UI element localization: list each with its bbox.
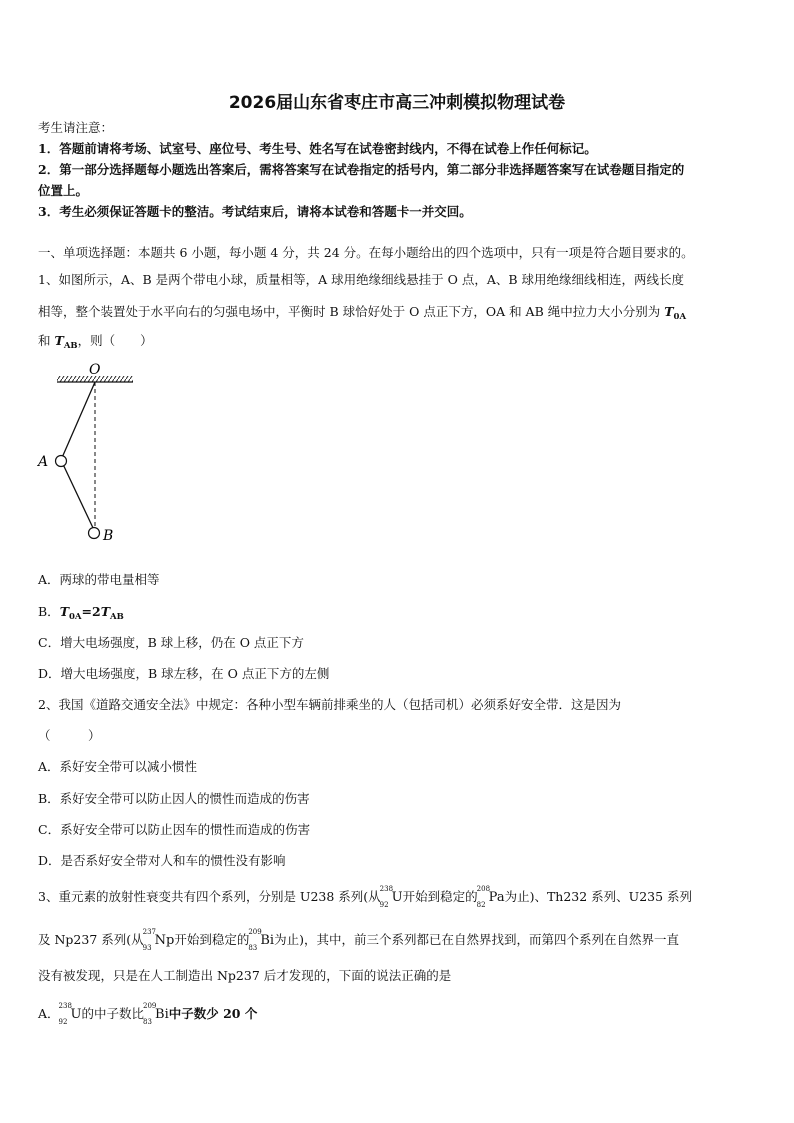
q1-option-c[interactable]: C．增大电场强度，B 球上移，仍在 O 点正下方 [38, 635, 304, 650]
q1-option-b[interactable] [38, 604, 124, 625]
q3-stem-line1 [38, 885, 693, 909]
q1-option-b-t1: T [59, 604, 69, 619]
q2-option-d[interactable]: D．是否系好安全带对人和车的惯性没有影响 [38, 853, 286, 868]
q3-stem-line2-a: 及 Np237 系列(从 [38, 932, 144, 947]
notice-heading: 考生请注意： [38, 120, 114, 135]
q3-option-a-end: 中子数少 20 个 [168, 1006, 258, 1021]
q3-stem-line3: 没有被发现，只是在人工制造出 Np237 后才发现的，下面的说法正确的是 [38, 968, 452, 983]
q1-option-b-eq: =2 [81, 604, 101, 619]
notice-item-2: 2．第一部分选择题每小题选出答案后，需将答案写在试卷指定的括号内，第二部分非选择题答案写在试卷题目指定的 [38, 162, 685, 177]
q1-option-d[interactable]: D．增大电场强度，B 球左移，在 O 点正下方的左侧 [38, 666, 330, 681]
notice-item-2-cont: 位置上。 [38, 183, 89, 198]
q3-stem-line2 [38, 928, 679, 952]
q1-option-a[interactable]: A．两球的带电量相等 [38, 572, 160, 587]
nuclide-pb208: 208 82 Pa [476, 885, 505, 909]
label-b: B [103, 528, 114, 544]
q3-stem-line1-b: 开始到稳定的 [402, 889, 478, 904]
nuclide-np237: 237 93 Np [142, 928, 175, 952]
q3-option-a-mid: 的中子数比 [81, 1006, 145, 1021]
option-nuclide-bi209: 209 83 Bi [143, 1002, 169, 1026]
ball-a [56, 456, 67, 467]
q2-option-b[interactable]: B．系好安全带可以防止因人的惯性而造成的伤害 [38, 791, 310, 806]
label-o: O [89, 362, 101, 378]
q3-option-a-prefix: A． [38, 1006, 60, 1021]
q3-option-a[interactable] [38, 1002, 258, 1026]
q1-option-b-sub2: AB [110, 612, 124, 622]
q1-option-b-prefix: B． [38, 604, 60, 619]
q1-symbol-t0a: $T_{0A}$ [664, 304, 687, 322]
string-ab [61, 460, 94, 530]
nuclide-bi209: 209 83 Bi [248, 928, 275, 952]
page-title: 2026届山东省枣庄市高三冲刺模拟物理试卷 [228, 93, 566, 113]
section-heading: 一、单项选择题：本题共 6 小题，每小题 4 分，共 24 分。在每小题给出的四个选项中，只有一项是符合题目要求的。 [38, 245, 694, 260]
nuclide-u238: 238 92 U [379, 885, 403, 909]
q2-stem-line1: 2、我国《道路交通安全法》中规定：各种小型车辆前排乘坐的人（包括司机）必须系好安全带．这是因为 [38, 697, 621, 712]
notice-item-1: 1．答题前请将考场、试室号、座位号、考生号、姓名写在试卷密封线内，不得在试卷上作任何标记。 [38, 141, 597, 156]
q1-option-b-t2: T [100, 604, 110, 619]
q1-pendulum-figure [30, 355, 140, 555]
q3-stem-line1-a: 3、重元素的放射性衰变共有四个系列，分别是 U238 系列(从 [38, 889, 381, 904]
q1-symbol-tab: $T_{AB}$ [54, 333, 78, 351]
option-nuclide-u238: 238 92 U [58, 1002, 82, 1026]
q2-option-a[interactable]: A．系好安全带可以减小惯性 [38, 759, 198, 774]
q1-stem-line2 [38, 304, 686, 325]
q1-stem-line1: 1、如图所示，A、B 是两个带电小球，质量相等，A 球用绝缘细线悬挂于 O 点，A、B 球用绝缘细线相连，两线长度 [38, 272, 685, 287]
ball-b [89, 528, 100, 539]
q3-stem-line1-c: 为止)、Th232 系列、U235 系列 [504, 889, 693, 904]
string-oa [61, 382, 95, 460]
q1-stem-line3-rest: ，则（ ） [77, 333, 153, 348]
q3-stem-line2-c: 为止)，其中，前三个系列都已在自然界找到，而第四个系列在自然界一直 [274, 932, 679, 947]
label-a: A [38, 454, 49, 470]
q1-stem-line3 [38, 333, 153, 354]
q1-and: 和 [38, 333, 51, 348]
q1-option-b-sub1: 0A [69, 612, 82, 622]
notice-item-3: 3．考生必须保证答题卡的整洁。考试结束后，请将本试卷和答题卡一并交回。 [38, 204, 472, 219]
q1-stem-line2-text: 相等，整个装置处于水平向右的匀强电场中，平衡时 B 球恰好处于 O 点正下方，OA 和 AB 绳中拉力大小分别为 [38, 304, 661, 319]
q2-option-c[interactable]: C．系好安全带可以防止因车的惯性而造成的伤害 [38, 822, 311, 837]
q3-stem-line2-b: 开始到稳定的 [174, 932, 250, 947]
q2-stem-line2: （ ） [38, 728, 101, 743]
